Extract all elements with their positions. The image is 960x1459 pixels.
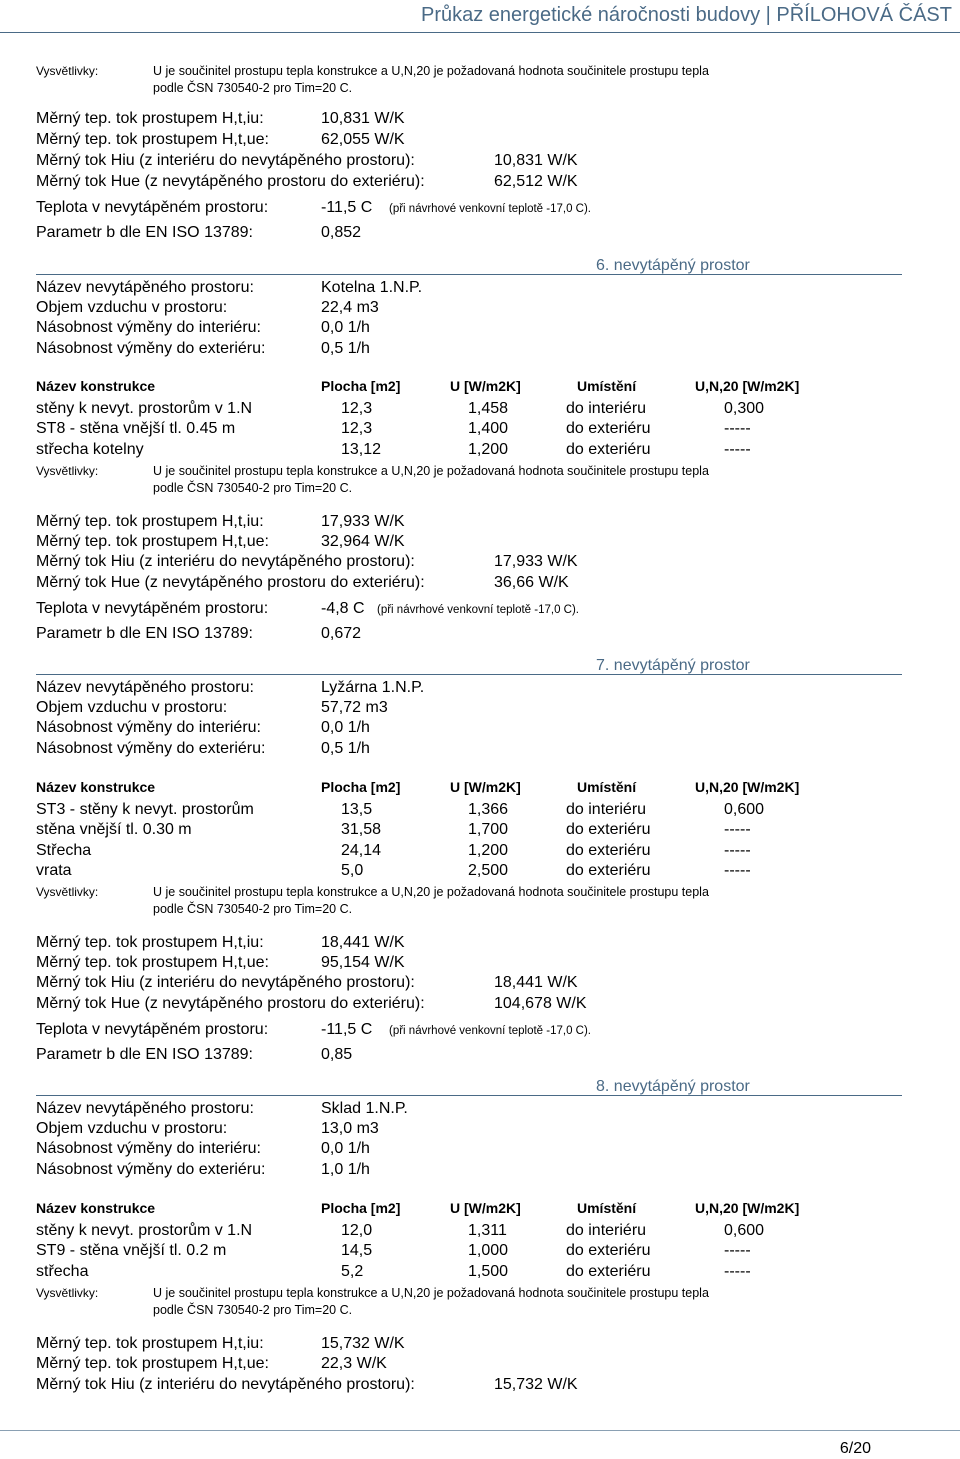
parametr-label: Parametr b dle EN ISO 13789: [36, 625, 253, 642]
nazev-value: Lyžárna 1.N.P. [321, 679, 425, 696]
objem-value: 13,0 m3 [321, 1120, 379, 1137]
row-u: 2,500 [468, 862, 509, 879]
note-line-2: podle ČSN 730540-2 pro Tim=20 C. [153, 81, 353, 95]
note-line-2: podle ČSN 730540-2 pro Tim=20 C. [153, 1303, 353, 1317]
row-location: do exteriéru [566, 1263, 651, 1280]
objem-value: 57,72 m3 [321, 699, 388, 716]
row-area: 13,12 [341, 441, 382, 458]
row-location: do exteriéru [566, 842, 651, 859]
hue-value: 104,678 W/K [494, 995, 587, 1012]
hiu-value: 17,933 W/K [494, 553, 578, 570]
nazev-value: Sklad 1.N.P. [321, 1100, 408, 1117]
col-header-umisteni: Umístění [577, 1200, 637, 1216]
htue-value: 62,055 W/K [321, 131, 405, 148]
htue-label: Měrný tep. tok prostupem H,t,ue: [36, 131, 269, 148]
hue-label: Měrný tok Hue (z nevytápěného prostoru do exteriéru): [36, 995, 425, 1012]
note-line-1: U je součinitel prostupu tepla konstrukce a U,N,20 je požadovaná hodnota součinitele prostupu tepla [153, 885, 709, 899]
row-area: 24,14 [341, 842, 382, 859]
teplota-note: (při návrhové venkovní teplotě -17,0 C). [389, 203, 591, 215]
col-header-nazev: Název konstrukce [36, 378, 156, 394]
col-header-nazev: Název konstrukce [36, 779, 156, 795]
row-u: 1,000 [468, 1242, 509, 1259]
row-u: 1,400 [468, 420, 509, 437]
row-name: ST9 - stěna vnější tl. 0.2 m [36, 1242, 227, 1259]
htue-value: 95,154 W/K [321, 954, 405, 971]
htiu-label: Měrný tep. tok prostupem H,t,iu: [36, 934, 264, 951]
row-name: stěny k nevyt. prostorům v 1.N [36, 1222, 253, 1239]
row-un: ----- [724, 1263, 751, 1280]
section-title: 7. nevytápěný prostor [596, 657, 750, 674]
nasobnost-ext-label: Násobnost výměny do exteriéru: [36, 340, 266, 357]
header-divider [0, 32, 960, 33]
teplota-label: Teplota v nevytápěném prostoru: [36, 600, 269, 617]
row-location: do exteriéru [566, 441, 651, 458]
nasobnost-ext-value: 1,0 1/h [321, 1161, 370, 1178]
hue-value: 62,512 W/K [494, 173, 578, 190]
htiu-value: 18,441 W/K [321, 934, 405, 951]
nasobnost-int-label: Násobnost výměny do interiéru: [36, 1140, 261, 1157]
row-name: stěna vnější tl. 0.30 m [36, 821, 192, 838]
objem-label: Objem vzduchu v prostoru: [36, 1120, 228, 1137]
teplota-label: Teplota v nevytápěném prostoru: [36, 199, 269, 216]
nazev-label: Název nevytápěného prostoru: [36, 679, 254, 696]
parametr-label: Parametr b dle EN ISO 13789: [36, 1046, 253, 1063]
note-line-1: U je součinitel prostupu tepla konstrukce a U,N,20 je požadovaná hodnota součinitele prostupu tepla [153, 1286, 709, 1300]
htiu-value: 10,831 W/K [321, 110, 405, 127]
htue-value: 22,3 W/K [321, 1355, 387, 1372]
row-u: 1,700 [468, 821, 509, 838]
htue-label: Měrný tep. tok prostupem H,t,ue: [36, 1355, 269, 1372]
htue-label: Měrný tep. tok prostupem H,t,ue: [36, 954, 269, 971]
page-number: 6/20 [839, 1440, 871, 1457]
footer-divider [0, 1430, 960, 1431]
row-name: střecha [36, 1263, 89, 1280]
document-header-title: Průkaz energetické náročnosti budovy | PŘÍLOHOVÁ ČÁST [421, 4, 952, 26]
section-title: 8. nevytápěný prostor [596, 1078, 750, 1095]
row-u: 1,311 [468, 1222, 507, 1239]
nasobnost-int-value: 0,0 1/h [321, 719, 370, 736]
nasobnost-int-value: 0,0 1/h [321, 319, 370, 336]
hiu-value: 18,441 W/K [494, 974, 578, 991]
row-u: 1,200 [468, 441, 509, 458]
row-area: 5,0 [341, 862, 364, 879]
row-location: do exteriéru [566, 862, 651, 879]
row-un: 0,300 [724, 400, 765, 417]
nasobnost-ext-value: 0,5 1/h [321, 740, 370, 757]
note-line-2: podle ČSN 730540-2 pro Tim=20 C. [153, 902, 353, 916]
col-header-u: U [W/m2K] [450, 1200, 521, 1216]
objem-value: 22,4 m3 [321, 299, 379, 316]
row-name: Střecha [36, 842, 92, 859]
hue-value: 36,66 W/K [494, 574, 569, 591]
nasobnost-int-value: 0,0 1/h [321, 1140, 370, 1157]
nasobnost-ext-label: Násobnost výměny do exteriéru: [36, 1161, 266, 1178]
row-u: 1,366 [468, 801, 509, 818]
nazev-label: Název nevytápěného prostoru: [36, 279, 254, 296]
objem-label: Objem vzduchu v prostoru: [36, 299, 228, 316]
section-divider [36, 1095, 902, 1096]
htiu-label: Měrný tep. tok prostupem H,t,iu: [36, 513, 264, 530]
parametr-value: 0,85 [321, 1046, 353, 1063]
hiu-label: Měrný tok Hiu (z interiéru do nevytápěného prostoru): [36, 553, 415, 570]
section-title: 6. nevytápěný prostor [596, 257, 750, 274]
row-u: 1,200 [468, 842, 509, 859]
row-un: ----- [724, 862, 751, 879]
hue-label: Měrný tok Hue (z nevytápěného prostoru do exteriéru): [36, 574, 425, 591]
teplota-value: -4,8 C [321, 600, 365, 617]
row-un: 0,600 [724, 1222, 765, 1239]
row-location: do interiéru [566, 400, 647, 417]
note-line-2: podle ČSN 730540-2 pro Tim=20 C. [153, 481, 353, 495]
note-label: Vysvětlivky: [36, 64, 99, 78]
note-label: Vysvětlivky: [36, 1286, 99, 1300]
row-name: ST3 - stěny k nevyt. prostorům [36, 801, 254, 818]
hiu-label: Měrný tok Hiu (z interiéru do nevytápěného prostoru): [36, 974, 415, 991]
row-u: 1,500 [468, 1263, 509, 1280]
row-name: ST8 - stěna vnější tl. 0.45 m [36, 420, 236, 437]
row-location: do interiéru [566, 1222, 647, 1239]
parametr-label: Parametr b dle EN ISO 13789: [36, 224, 253, 241]
teplota-value: -11,5 C [321, 199, 373, 216]
nasobnost-ext-value: 0,5 1/h [321, 340, 370, 357]
row-un: ----- [724, 420, 751, 437]
row-area: 12,0 [341, 1222, 373, 1239]
col-header-umisteni: Umístění [577, 378, 637, 394]
hue-label: Měrný tok Hue (z nevytápěného prostoru do exteriéru): [36, 173, 425, 190]
col-header-un: U,N,20 [W/m2K] [695, 1200, 800, 1216]
col-header-un: U,N,20 [W/m2K] [695, 779, 800, 795]
row-area: 13,5 [341, 801, 373, 818]
nasobnost-int-label: Násobnost výměny do interiéru: [36, 319, 261, 336]
note-line-1: U je součinitel prostupu tepla konstrukce a U,N,20 je požadovaná hodnota součinitele prostupu tepla [153, 64, 709, 78]
col-header-u: U [W/m2K] [450, 378, 521, 394]
row-location: do exteriéru [566, 420, 651, 437]
col-header-nazev: Název konstrukce [36, 1200, 156, 1216]
row-area: 12,3 [341, 420, 373, 437]
parametr-value: 0,852 [321, 224, 362, 241]
htiu-label: Měrný tep. tok prostupem H,t,iu: [36, 1335, 264, 1352]
hiu-label: Měrný tok Hiu (z interiéru do nevytápěného prostoru): [36, 1376, 415, 1393]
note-label: Vysvětlivky: [36, 464, 99, 478]
note-line-1: U je součinitel prostupu tepla konstrukce a U,N,20 je požadovaná hodnota součinitele prostupu tepla [153, 464, 709, 478]
teplota-note: (při návrhové venkovní teplotě -17,0 C). [377, 604, 579, 616]
row-u: 1,458 [468, 400, 509, 417]
row-location: do exteriéru [566, 821, 651, 838]
row-name: střecha kotelny [36, 441, 144, 458]
row-area: 5,2 [341, 1263, 364, 1280]
section-divider [36, 274, 902, 275]
row-un: ----- [724, 1242, 751, 1259]
row-area: 12,3 [341, 400, 373, 417]
section-divider [36, 674, 902, 675]
htue-label: Měrný tep. tok prostupem H,t,ue: [36, 533, 269, 550]
col-header-umisteni: Umístění [577, 779, 637, 795]
htiu-value: 17,933 W/K [321, 513, 405, 530]
row-area: 14,5 [341, 1242, 373, 1259]
nasobnost-ext-label: Násobnost výměny do exteriéru: [36, 740, 266, 757]
teplota-value: -11,5 C [321, 1021, 373, 1038]
col-header-u: U [W/m2K] [450, 779, 521, 795]
hiu-label: Měrný tok Hiu (z interiéru do nevytápěného prostoru): [36, 152, 415, 169]
row-area: 31,58 [341, 821, 382, 838]
objem-label: Objem vzduchu v prostoru: [36, 699, 228, 716]
row-un: ----- [724, 842, 751, 859]
nazev-label: Název nevytápěného prostoru: [36, 1100, 254, 1117]
hiu-value: 15,732 W/K [494, 1376, 578, 1393]
note-label: Vysvětlivky: [36, 885, 99, 899]
row-name: stěny k nevyt. prostorům v 1.N [36, 400, 253, 417]
col-header-plocha: Plocha [m2] [321, 1200, 401, 1216]
col-header-plocha: Plocha [m2] [321, 779, 401, 795]
row-location: do exteriéru [566, 1242, 651, 1259]
hiu-value: 10,831 W/K [494, 152, 578, 169]
nasobnost-int-label: Násobnost výměny do interiéru: [36, 719, 261, 736]
htiu-value: 15,732 W/K [321, 1335, 405, 1352]
row-name: vrata [36, 862, 72, 879]
row-un: 0,600 [724, 801, 765, 818]
teplota-label: Teplota v nevytápěném prostoru: [36, 1021, 269, 1038]
htue-value: 32,964 W/K [321, 533, 405, 550]
col-header-un: U,N,20 [W/m2K] [695, 378, 800, 394]
row-un: ----- [724, 441, 751, 458]
row-un: ----- [724, 821, 751, 838]
parametr-value: 0,672 [321, 625, 362, 642]
col-header-plocha: Plocha [m2] [321, 378, 401, 394]
nazev-value: Kotelna 1.N.P. [321, 279, 423, 296]
htiu-label: Měrný tep. tok prostupem H,t,iu: [36, 110, 264, 127]
teplota-note: (při návrhové venkovní teplotě -17,0 C). [389, 1025, 591, 1037]
row-location: do interiéru [566, 801, 647, 818]
